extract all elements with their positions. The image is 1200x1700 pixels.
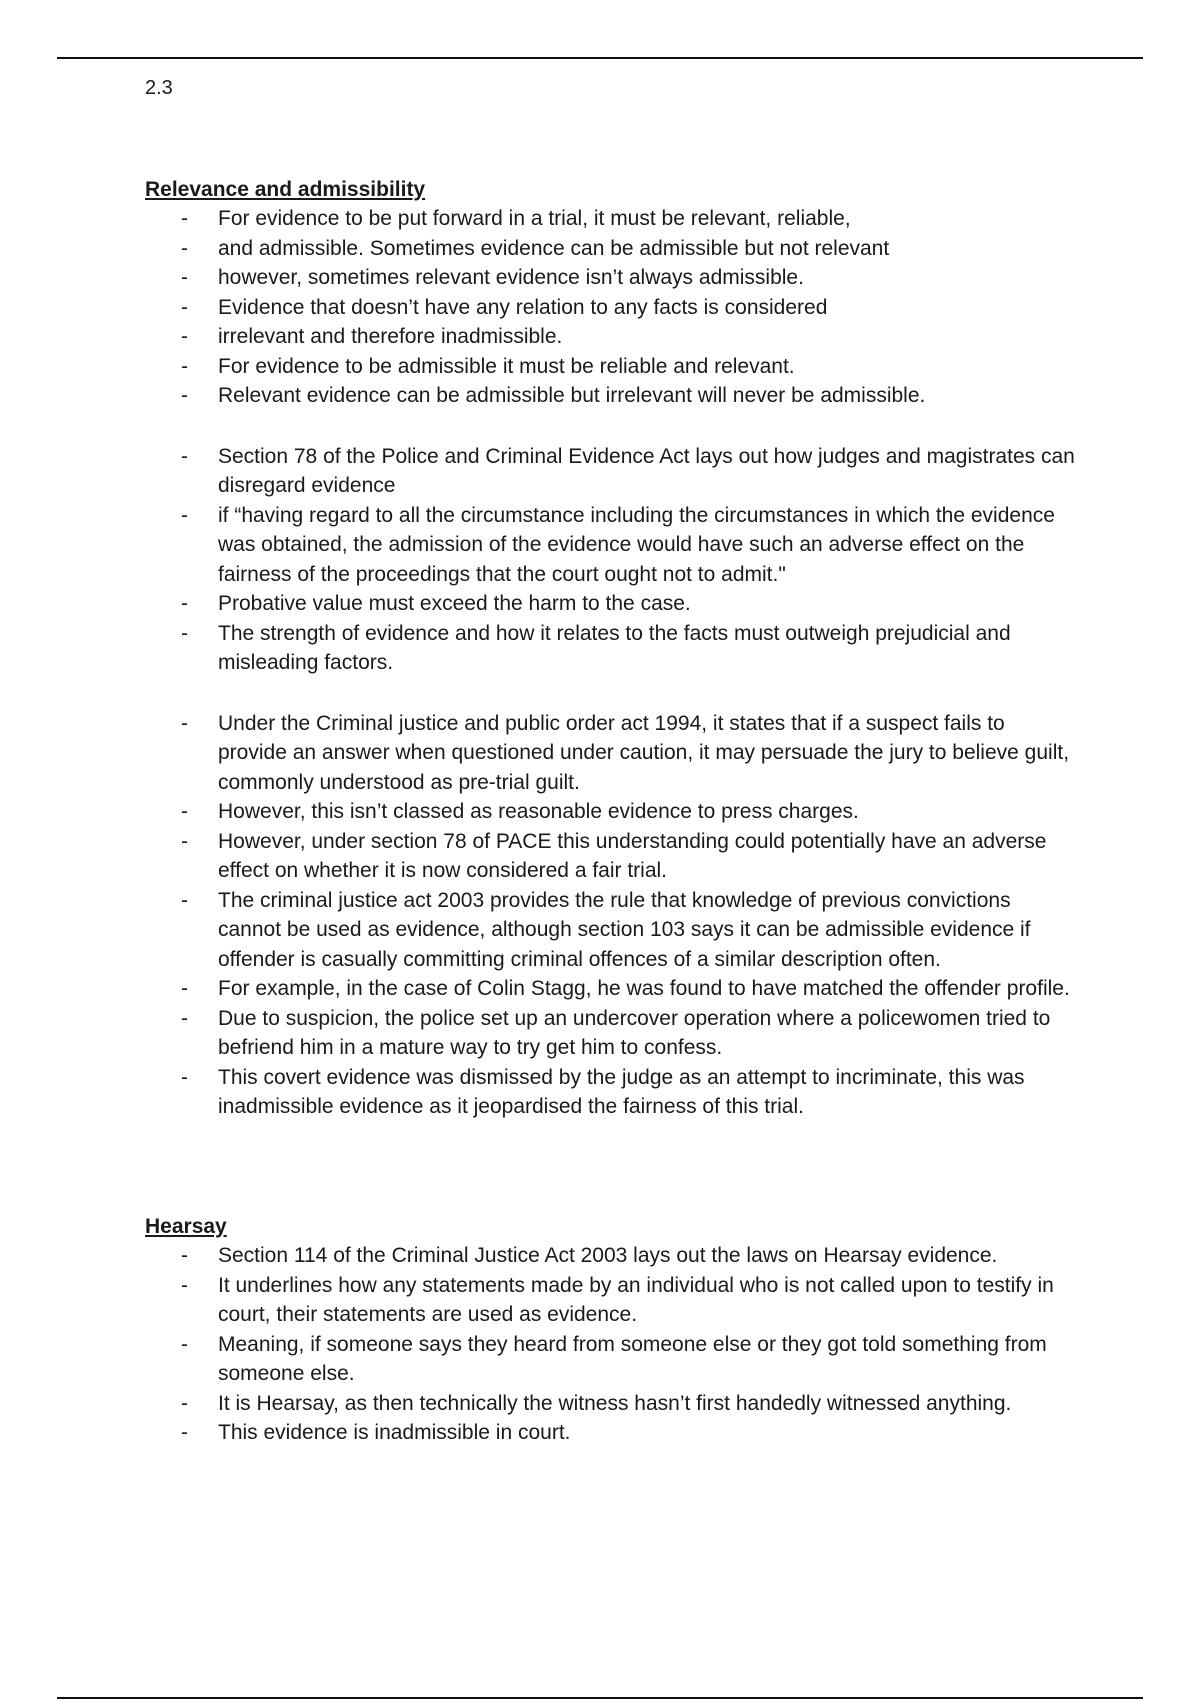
section-hearsay — [145, 1213, 1075, 1448]
bullet-marker: - — [181, 977, 188, 1000]
list-item-text: Relevant evidence can be admissible but irrelevant will never be admissible. — [218, 384, 926, 407]
bullet-list — [145, 204, 1075, 1122]
section-relevance-admissibility — [145, 176, 1075, 1122]
list-item — [145, 442, 1075, 501]
list-item-text: and admissible. Sometimes evidence can be admissible but not relevant — [218, 236, 890, 260]
list-item-text: For evidence to be put forward in a trial, it must be relevant, reliable, — [218, 207, 851, 230]
list-item-text: However, this isn’t classed as reasonable evidence to press charges. — [218, 800, 859, 823]
bullet-marker: - — [181, 1006, 188, 1030]
list-item — [145, 1271, 1075, 1330]
list-item-text: For evidence to be admissible it must be reliable and relevant. — [218, 354, 795, 378]
list-item-text: however, sometimes relevant evidence isn’t always admissible. — [218, 266, 804, 289]
bottom-rule — [57, 1697, 1143, 1699]
bullet-marker: - — [181, 1332, 188, 1356]
list-item — [145, 797, 1075, 827]
list-item — [145, 381, 1075, 411]
list-item — [145, 974, 1075, 1004]
bullet-marker: - — [181, 325, 188, 348]
bullet-marker: - — [181, 800, 188, 823]
section-heading: Hearsay — [145, 1215, 227, 1238]
section-heading: Relevance and admissibility — [145, 178, 426, 201]
list-item — [145, 589, 1075, 619]
list-item-text: It is Hearsay, as then technically the witness hasn’t first handedly witnessed anything. — [218, 1391, 1012, 1415]
bullet-marker: - — [181, 384, 188, 407]
list-item-text: For example, in the case of Colin Stagg, he was found to have matched the offender profile. — [218, 977, 1070, 1000]
list-item-text: This evidence is inadmissible in court. — [218, 1421, 571, 1444]
list-item — [145, 1330, 1075, 1389]
bullet-list — [145, 1241, 1075, 1448]
bullet-marker: - — [181, 1244, 188, 1267]
list-item — [145, 352, 1075, 382]
list-item-text: The strength of evidence and how it relates to the facts must outweigh prejudicial and misleading factors. — [218, 621, 1011, 674]
bullet-marker: - — [181, 266, 188, 289]
bullet-marker: - — [181, 711, 188, 735]
list-item — [145, 1418, 1075, 1448]
bullet-marker: - — [181, 295, 188, 319]
bullet-marker: - — [181, 444, 188, 468]
list-item-text: Meaning, if someone says they heard from someone else or they got told something from someone else. — [218, 1332, 1047, 1385]
list-item-text: However, under section 78 of PACE this understanding could potentially have an adverse effect on whether it is now considered a fair trial. — [218, 829, 1047, 882]
list-item-text: Section 78 of the Police and Criminal Evidence Act lays out how judges and magistrates can disregard evidence — [218, 444, 1075, 497]
bullet-marker: - — [181, 207, 188, 230]
list-item — [145, 322, 1075, 352]
list-item — [145, 1389, 1075, 1419]
bullet-marker: - — [181, 236, 188, 260]
list-item — [145, 886, 1075, 975]
list-item-text: irrelevant and therefore inadmissible. — [218, 325, 563, 348]
list-item-text: Probative value must exceed the harm to the case. — [218, 592, 691, 615]
list-item-text: Under the Criminal justice and public order act 1994, it states that if a suspect fails to provide an answer when questioned under caution, it may persuade the jury to believe guilt, commonly understood as pre-trial guilt. — [218, 711, 1070, 794]
list-item-text: The criminal justice act 2003 provides the rule that knowledge of previous convictions cannot be used as evidence, although section 103 says it can be admissible evidence if offender is casually committing criminal offences of a similar description often. — [218, 888, 1031, 971]
bullet-marker: - — [181, 1421, 188, 1444]
list-item — [145, 709, 1075, 798]
bullet-marker: - — [181, 829, 188, 853]
list-item — [145, 501, 1075, 590]
bullet-marker: - — [181, 592, 188, 615]
list-item — [145, 263, 1075, 293]
bullet-marker: - — [181, 1273, 188, 1297]
list-item — [145, 827, 1075, 886]
list-item-text: It underlines how any statements made by an individual who is not called upon to testify in court, their statements are used as evidence. — [218, 1273, 1054, 1326]
list-item — [145, 234, 1075, 264]
list-item-text: Due to suspicion, the police set up an undercover operation where a policewomen tried to befriend him in a mature way to try get him to confess. — [218, 1006, 1051, 1059]
list-item-text: if “having regard to all the circumstance including the circumstances in which the evidence was obtained, the admission of the evidence would have such an adverse effect on the fairness of the proceedings that the court ought not to admit." — [218, 503, 1055, 586]
list-item — [145, 1004, 1075, 1063]
list-item — [145, 204, 1075, 234]
list-item — [145, 1241, 1075, 1271]
list-item-text: This covert evidence was dismissed by the judge as an attempt to incriminate, this was inadmissible evidence as it jeopardised the fairness of this trial. — [218, 1065, 1025, 1118]
list-item-text: Evidence that doesn’t have any relation to any facts is considered — [218, 295, 828, 319]
bullet-marker: - — [181, 888, 188, 912]
bullet-marker: - — [181, 1065, 188, 1089]
top-rule — [57, 57, 1143, 59]
bullet-marker: - — [181, 1391, 188, 1415]
list-item — [145, 1063, 1075, 1122]
bullet-marker: - — [181, 503, 188, 527]
page-number: 2.3 — [145, 77, 173, 99]
bullet-marker: - — [181, 621, 188, 645]
list-item — [145, 619, 1075, 678]
bullet-marker: - — [181, 354, 188, 378]
list-item — [145, 293, 1075, 323]
list-item-text: Section 114 of the Criminal Justice Act 2003 lays out the laws on Hearsay evidence. — [218, 1244, 998, 1267]
